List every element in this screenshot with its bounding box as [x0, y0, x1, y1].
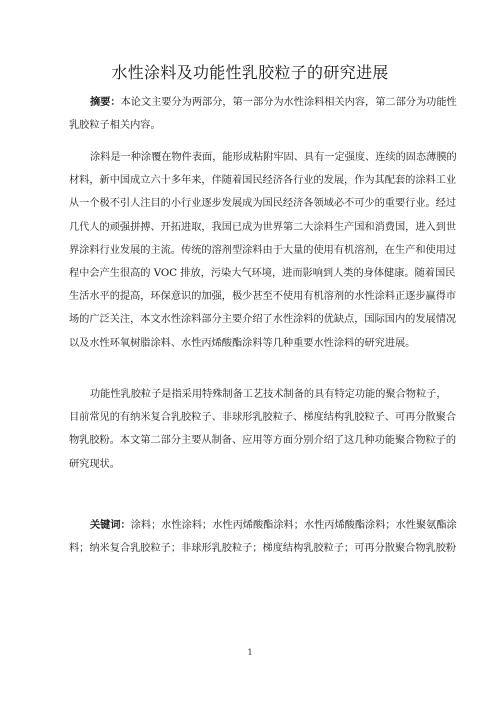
keywords-line — [69, 514, 457, 537]
abstract-label: 摘要： — [90, 96, 121, 108]
paragraph-line: 生活水平的提高，环保意识的加强，极少甚至不使用有机溶剂的水性涂料正逐步赢得市 — [69, 291, 457, 303]
paragraph-coatings — [69, 146, 457, 355]
paragraph-line: 以及水性环氧树脂涂料、水性丙烯酸酯涂料等几种重要水性涂料的研究进展。 — [69, 337, 416, 349]
keywords-text: 涂料；水性涂料；水性丙烯酸酯涂料；水性丙烯酸酯涂料；水性聚氨酯涂 — [130, 520, 457, 531]
paragraph-line: 材料，新中国成立六十多年来，伴随着国民经济各行业的发展，作为其配套的涂料工业 — [69, 175, 457, 187]
paragraph-line: 界涂料行业发展的主流。传统的溶剂型涂料由于大量的使用有机溶剂，在生产和使用过 — [69, 244, 457, 256]
page-number: 1 — [247, 648, 253, 657]
paragraph-line: 场的广泛关注，本文水性涂料部分主要介绍了水性涂料的优缺点，国际国内的发展情况 — [69, 314, 457, 326]
keywords-label: 关键词： — [90, 519, 131, 531]
paragraph-line: 目前常见的有纳米复合乳胶粒子、非球形乳胶粒子、梯度结构乳胶粒子、可再分散聚合 — [69, 412, 457, 424]
abstract-text: 本论文主要分为两部分，第一部分为水性涂料相关内容，第二部分为功能性 — [120, 97, 457, 108]
abstract-line — [69, 91, 457, 114]
paragraph-line: 研究现状。 — [69, 458, 120, 470]
keywords-section — [69, 514, 457, 560]
paragraph-line: 物乳胶粉。本文第二部分主要从制备、应用等方面分别介绍了这几种功能聚合物粒子的 — [69, 435, 457, 447]
paragraph-line: 涂料是一种涂覆在物件表面，能形成粘附牢固、具有一定强度、连续的固态薄膜的 — [90, 152, 457, 163]
paragraph-line: 程中会产生很高的 VOC 排放，污染大气环境，进而影响到人类的身体健康。随着国民 — [69, 267, 456, 279]
paragraph-line: 从一个极不引人注目的小行业逐步发展成为国民经济各领域必不可少的重要行业。经过 — [69, 198, 457, 210]
keywords-line: 料；纳米复合乳胶粒子；非球形乳胶粒子；梯度结构乳胶粒子；可再分散聚合物乳胶粉 — [69, 543, 457, 555]
document-title: 水性涂料及功能性乳胶粒子的研究进展 — [111, 63, 389, 82]
paragraph-line: 几代人的顽强拼搏、开拓进取，我国已成为世界第二大涂料生产国和消费国，进入到世 — [69, 221, 457, 233]
paragraph-latex-particles — [69, 383, 457, 476]
abstract-section — [69, 91, 457, 137]
abstract-line: 乳胶粒子相关内容。 — [69, 120, 161, 132]
paragraph-line: 功能性乳胶粒子是指采用特殊制备工艺技术制备的具有特定功能的聚合物粒子， — [90, 389, 447, 400]
